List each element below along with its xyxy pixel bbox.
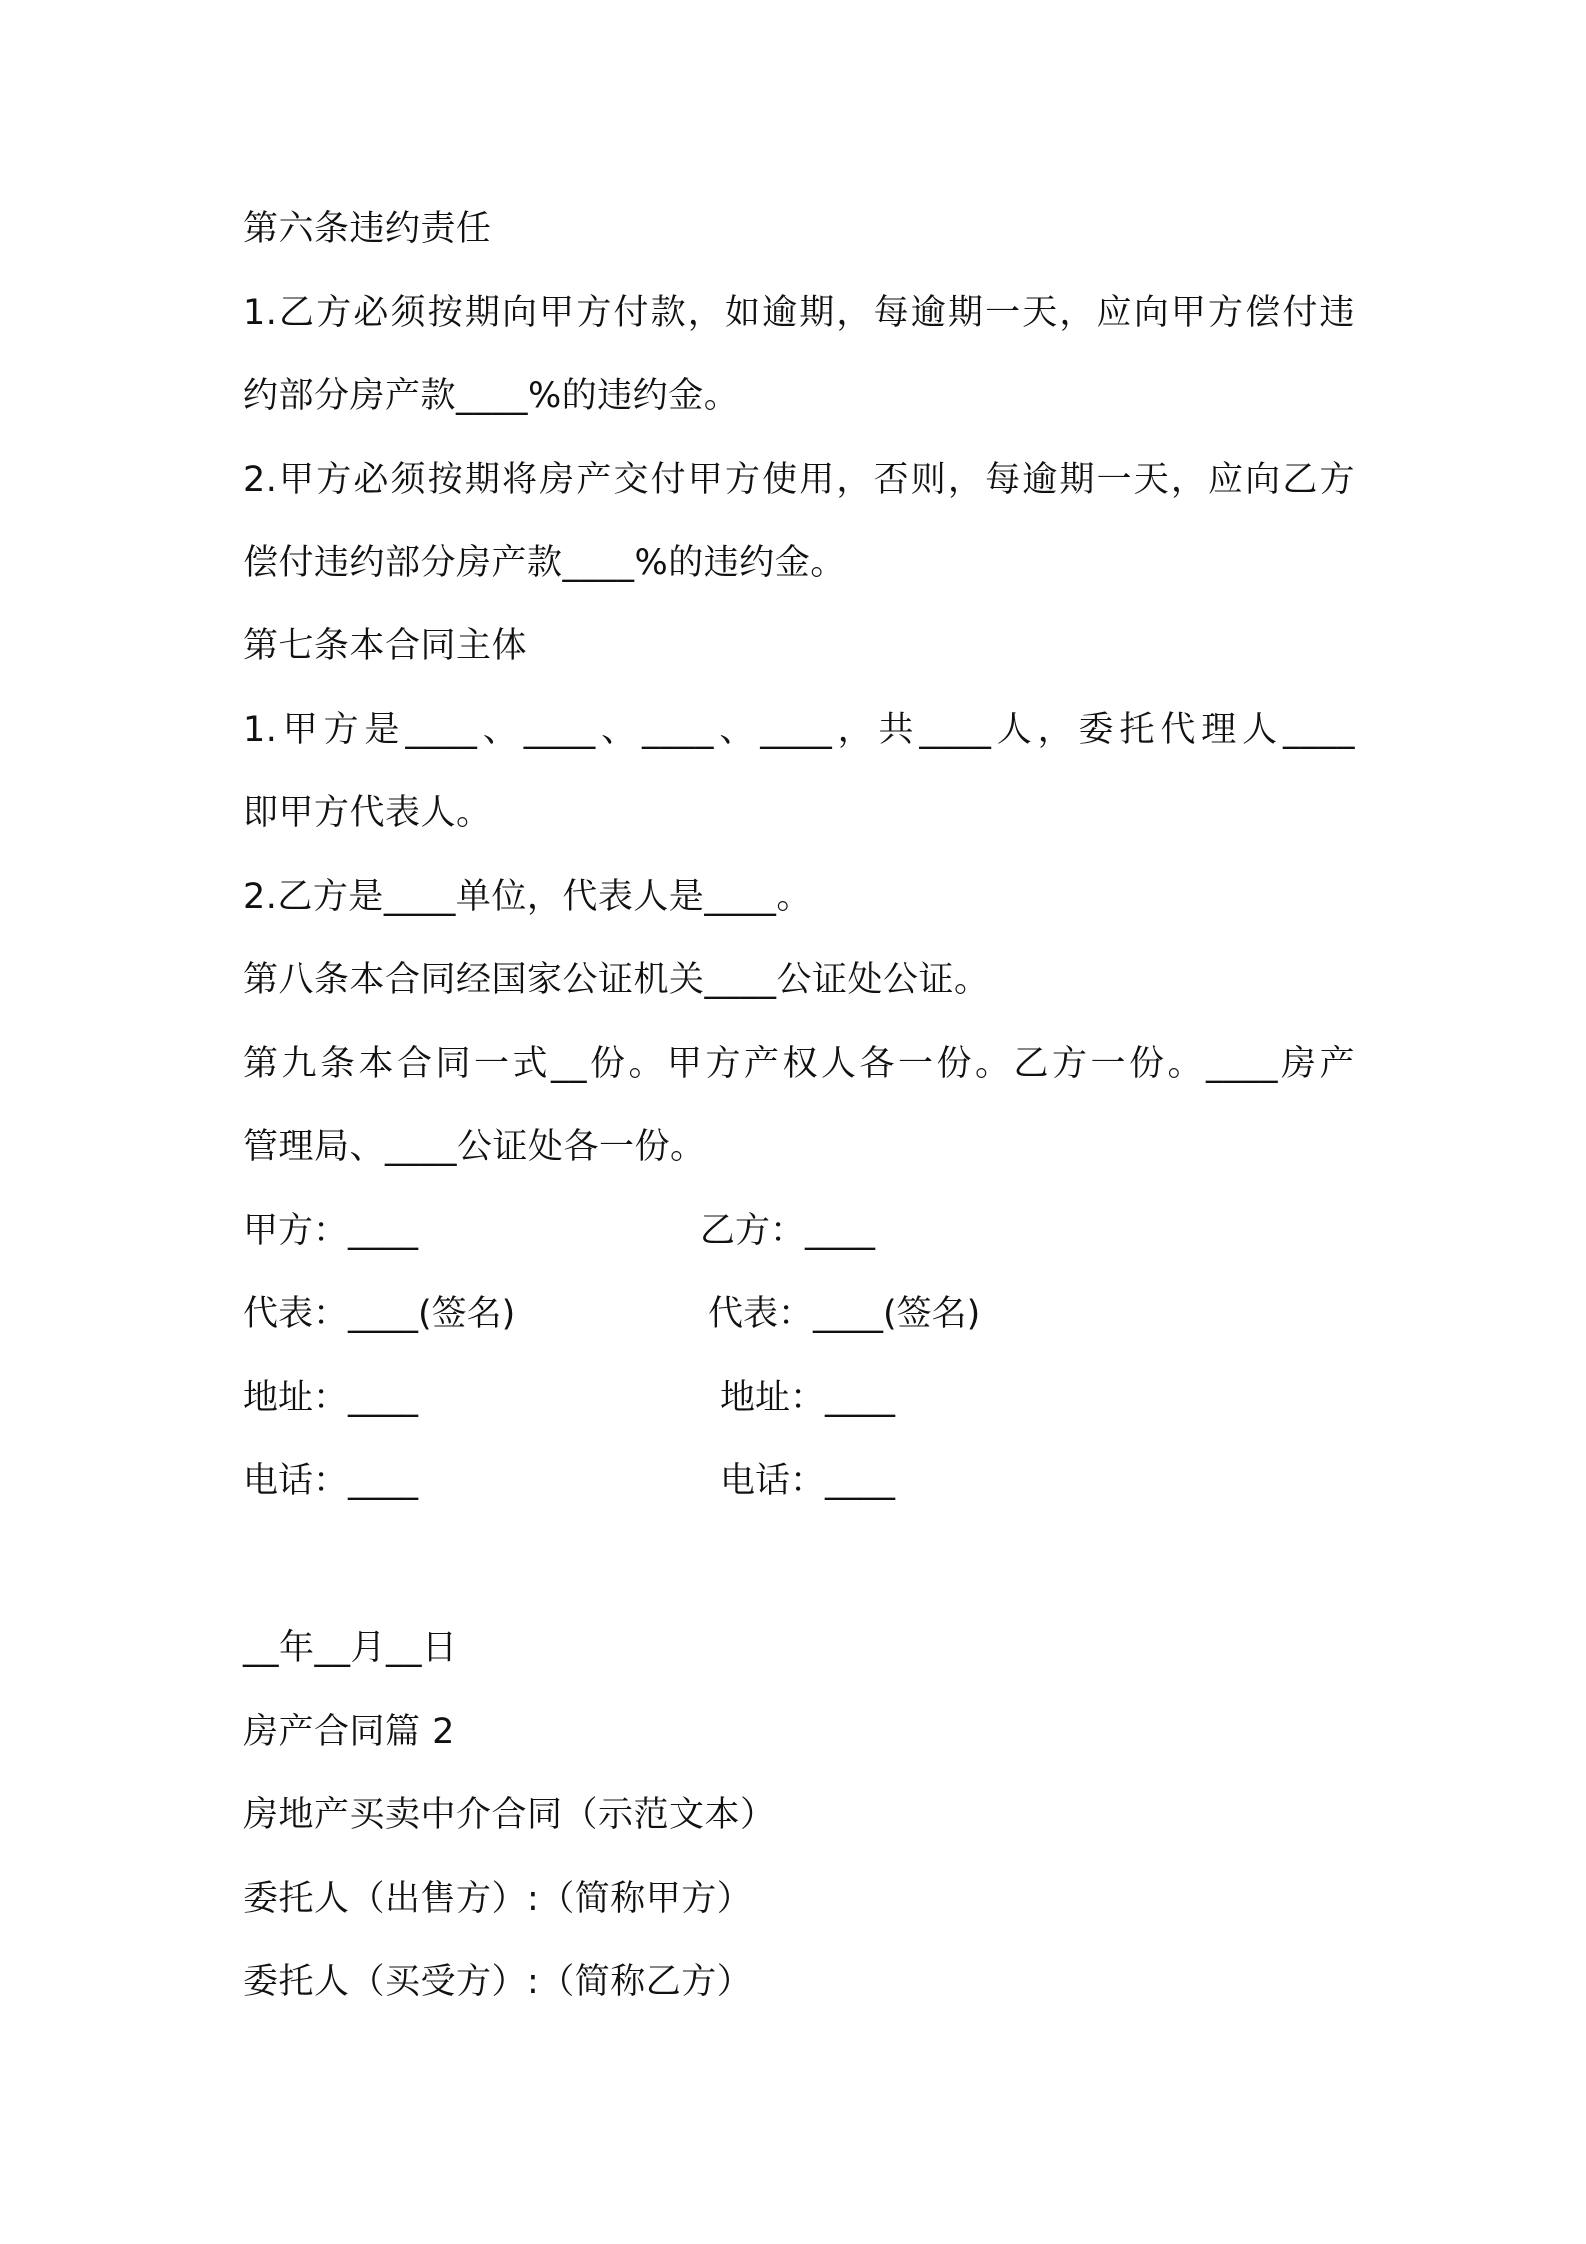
party-a-address-field: 地址：____ [243, 1378, 419, 1418]
article-9-line-1: 第九条本合同一式__份。甲方产权人各一份。乙方一份。____房产 [243, 1044, 1355, 1084]
party-b-field: 乙方：____ [700, 1211, 876, 1251]
article-9-line-2: 管理局、____公证处各一份。 [243, 1127, 706, 1167]
article-8: 第八条本合同经国家公证机关____公证处公证。 [243, 960, 990, 1000]
article-7-item-1-line-1: 1.甲方是____、____、____、____，共____人，委托代理人____ [243, 710, 1355, 750]
article-7-item-2: 2.乙方是____单位，代表人是____。 [243, 877, 812, 917]
principal-buyer: 委托人（买受方）:（简称乙方） [243, 1962, 753, 2002]
contract-name: 房地产买卖中介合同（示范文本） [243, 1795, 776, 1835]
party-b-phone-field: 电话：____ [720, 1461, 896, 1501]
party-a-phone-field: 电话：____ [243, 1461, 419, 1501]
article-6-item-1-line-1: 1.乙方必须按期向甲方付款，如逾期，每逾期一天，应向甲方偿付违 [243, 293, 1355, 333]
section-2-title: 房产合同篇 2 [243, 1712, 455, 1752]
party-a-field: 甲方：____ [243, 1211, 419, 1251]
principal-seller: 委托人（出售方）:（简称甲方） [243, 1879, 753, 1919]
party-a-representative-field: 代表：____(签名) [243, 1294, 516, 1334]
article-6-item-2-line-1: 2.甲方必须按期将房产交付甲方使用，否则，每逾期一天，应向乙方 [243, 460, 1355, 500]
article-6-item-1-line-2: 约部分房产款____%的违约金。 [243, 376, 740, 416]
party-b-address-field: 地址：____ [720, 1378, 896, 1418]
article-6-item-2-line-2: 偿付违约部分房产款____%的违约金。 [243, 543, 846, 583]
party-b-representative-field: 代表：____(签名) [708, 1294, 981, 1334]
article-7-item-1-line-2: 即甲方代表人。 [243, 793, 492, 833]
signing-date: __年__月__日 [243, 1628, 458, 1668]
article-6-heading: 第六条违约责任 [243, 209, 492, 249]
article-7-heading: 第七条本合同主体 [243, 626, 528, 666]
